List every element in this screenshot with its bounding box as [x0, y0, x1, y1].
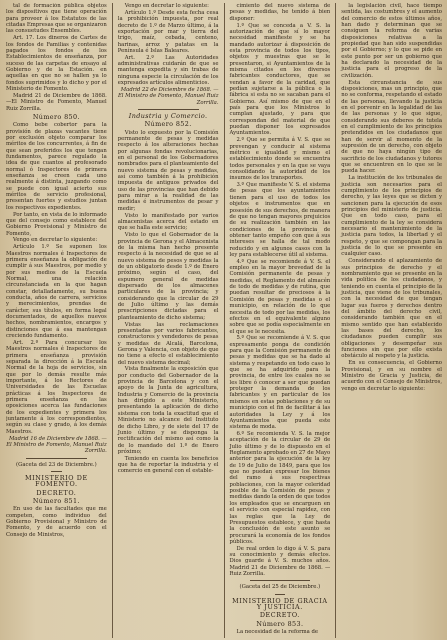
text-paragraph: En uso de las facultades que me competen, como individuo del Gobierno Provisional y Ministro de Fomento, y de acuerdo con el Consejo de Ministros, [6, 506, 107, 538]
text-paragraph: (Gaceta del 25 de Diciembre.) [239, 584, 321, 591]
text-paragraph: 2.º Que se permita á V. S. que se prevengan y conducir al sistema métrico e igualdad y mismo el establecimiento donde se encuentra todos personales y en la que se vaya consolidando la autoridad de los insumos de los transportes. [229, 137, 331, 182]
separator-rule [26, 458, 87, 459]
text-paragraph: Vengo en decretar lo siguiente: [13, 237, 98, 244]
text-paragraph: Como bebe cobertor para la provisión de plazas vacantes tiene por exclusión objeto comparar los méritos de los concurrentes, á fin de que sean preferidos los que tengan fundamentos, parece regulado la idea de que cuantos al profesorado normal ó Inspectores de primera enseñanza se creen cada uno realmente á distinta, juzgando como se puede con igual acierto sus méritos de servicio profesional, presentan fuertes y estudios juntan los respectivos expedientes. [6, 122, 107, 211]
text-paragraph: Artículo 1.º Se suponen los Maestros normales é Inspectores de primera enseñanza la obligación de cumplir á sus Maestros, por medio y por sus medios de la Escuela Normal, una relación circunstanciada en la que hagan constar, detalladamente, su buena conducta, años de carrera, servicios y merecimientos, prendas de carácter, sus títulos, en forma legal documentados, de aquellos nuevos hechos, nombramientos, encargos y distinciones que á esa mantengan creciendo fundamento. [6, 244, 107, 340]
column-2 [112, 3, 219, 638]
column-3 [224, 3, 331, 638]
text-paragraph: Industria y Comercio. [128, 112, 208, 120]
text-paragraph: Visto lo expuesto por la Comisión permanente de pesas y medidas respecto á los alteraciones hechas por algunas fondas revolucionarias, en el personal de los Gobernadores nombrados para el planteamiento del nuevo sistema de pesas y medidas, así como también á la prohibición impuesta de antiguos privados del uso de las provincias que han debido para mirar a la realidad de las medidas é instrumentos de pesar y medir; [117, 129, 219, 212]
text-paragraph: 3.º Que manifieste V. S. el sistema de pesas que los ayuntamientos tienen para el uso de todos los objetos e instrumentos que en posesión de sus derechos, de manera de que no tengan mayores prejuicios de su realización también en las condiciones de la provincia de obtener tanto empeño con que á sus intereses se halla de tal modo reducido y en algunos casos con la ley para establecerse útil al sistema. [229, 182, 331, 258]
text-paragraph: 6.º Se recomienda V. S. la mejor aceptación de la circular de 29 de Julio último y de lo dispuesto en el Reglamento aprobado en 27 de Mayo anterior para la ejecución de la ley de 19 de Julio de 1849, para que los que no puedan expresar los bienes del ramo á sus respectivas poblaciones, con la mayor celeridad posible de la Comisión de pesas y medidas dando la orden de que todos los empleados que se encarguen en el servicio con especial rapidez, con las reglas que la Ley de Presupuestos establece, y que hasta la conclusión de este asunto se procurará la economía de los fondos públicos. [229, 431, 331, 545]
separator-rule [138, 109, 199, 110]
text-paragraph: DECRETO. [259, 611, 300, 620]
separator-rule [275, 594, 286, 595]
separator-rule [51, 471, 62, 472]
column-4 [335, 3, 442, 638]
text-paragraph: Teniendo en cuenta los beneficios que ha de reportar la industria y el comercio en general con el estable- [117, 455, 219, 475]
text-paragraph: 1.º Que se conceda a V. S. la autorización de que sí lo mayor necesidad manifieste y se ha mandado autorizar á disposición de esta provincia de todos los tipos, objetos y muestras que se le presentaron, si Ayuntamientos de la misma citados en los diversos fabricantes conductores, que se vendan a favor de la caridad, que pedían sujetarse a la pública o la fábrica si esta no se sacaban para el Gobierno. Así mismo de que en el país para que los Ministros lo cumplan ajustado, y para que correspondan del material de que puedan disponer los expresados Ayuntamientos. [229, 22, 331, 137]
text-paragraph: Art. 17. Los dineros de Cartes de los fondos de Familias y contenidas pagados los fondos de los Establecimientos de enseñanza, por suceso de las carpetas de ensayo al Gobierno y de la Estación. en aquellas en que no se hallen ya lo fondos suprimidos y lo dicho y por el Ministerio de Fomento. [6, 35, 107, 92]
text-paragraph: Artículo 1.º Desde esta fecha cesa la prohibición impuesta, por real decreto de 1.º de Marzo último, á la exportación por mar y tierra del trigo, maíz, cebada, centeno, harinas, arroz y patatas en la Península é Islas Baleares. [117, 9, 219, 54]
text-paragraph: Visto lo manifestado por varios almacenistas acerca del estado en que se halla este servicio; [117, 212, 219, 232]
text-paragraph: MINISTERIO DE GRACIA Y JUSTICIA. [232, 596, 328, 612]
text-paragraph: Vista finalmente la exposición que por conducto del Gobernador de la provincia de Barcelona y con el apoyo de la Junta de agricultura, Industria y Comercio de la provincia han dirigido a este Ministerio, presentando la aplicación de dicho sistema con toda la exactitud que el Ministerio no alcance del Instituto de dicho Libro, y de siete del 17 de Junio último y se disponga la rectificación del mismo así como la de lo mandado del 1.º de Enero próximo; [117, 366, 219, 455]
text-paragraph: Número 853. [256, 619, 304, 628]
text-paragraph: Visto lo que el Gobernador de la provincia de Gerona y el Almacenista de la misma han hecho presente respecto á la necesidad de que se al nuevo sistema de pesos y medidas la de un obligatorio desde 1.º de Enero próximo, según el caso, del espumero general de medidas dispersado de los almacenes particulares de la provincia; y considerando que la circular de 29 de Julio último y las demás prescripciones dictadas para el planteamiento de dicho sistema; [117, 232, 219, 321]
text-paragraph: MINISTERIO DE FOMENTO. [25, 473, 88, 489]
text-paragraph: Por tanto, en vista de lo informado que del consejo como establece del Gobierno Provisional y Ministro de Fomento, [6, 211, 107, 237]
text-paragraph: Madrid 22 de Diciembre de 1868. —El Ministro de Fomento, Manuel Ruiz Zorrilla. [117, 86, 219, 106]
text-paragraph: Madrid 16 de Diciembre de 1868. —El Ministro de Fomento, Manuel Ruiz Zorrilla. [6, 435, 107, 455]
text-paragraph: En su consecuencia, el Gobierno Provisional, y en su nombre el Ministro de Gracia y Justicia, de acuerdo con el Consejo de Ministros, vengo en decretar lo siguiente: [341, 360, 442, 392]
separator-rule [250, 580, 311, 581]
text-paragraph: Art. 2.º Las Autoridades administrativas cuidarán de que se mantenga expedita y sin trabas de ninguna especie la circulación de los expresados artículos alimenticios. [117, 54, 219, 87]
text-paragraph: De real orden lo digo á V. S. para su conocimiento y demás efectos. Dios guarde á V. S. muchos años. Madrid 21 de Diciembre de 1868. —Ruiz Zorrilla. [229, 545, 331, 578]
text-paragraph: cimiento del nuevo sistema de pesas y medidas, he tenido á bien disponer: [229, 3, 331, 22]
text-paragraph: 4.º Que se recomiende á V. S. el empleo en la mayor brevedad de la Comisión permanente de pesas y medidas, el Reglamento del almacén de todo de medidas y de rutina, que puedan resultar de preciosos á la Comisión de pesas y medidas o el municipio, en relación de lo que necesita de todo por las medidas, los efectos en el equivalente alguno sobre que se podía especialmente en el que se le necesita. [229, 258, 331, 335]
text-paragraph: Esta circunstancia de sus disposiciones, mas un principio, que no se conforma, respetando el estado de las personas, llevando la justicia en el porvenir en la legalidad de las de las personas y lo que sigue, considerando sus deberes de tutela en el cumplimiento de los principios pretendidos en los ciudadanos que han de servir al momento de la supresión de un derecho, con objeto de que no haya ningún tipo de sacrificio de los ciudadanos y tutores que se encuentren en lo que se le pueda hacer. [341, 79, 442, 175]
column-1 [6, 3, 107, 638]
text-paragraph: DECRETO. [36, 488, 77, 497]
text-paragraph: La necesidad de la reforma de [236, 629, 319, 636]
text-paragraph: Vistas las reclamaciones presentadas por varios fabricantes, constructores y vendedores de pesas y medidas de Alcalá, Barcelona, Gerona y Valencia, con objeto de que no tiene a efecto el establecimiento del nuevo sistema decimal; [117, 321, 219, 366]
text-paragraph: Número 851. [32, 496, 80, 505]
text-paragraph: la legislación civil, hace tiempo sentida, las costumbres y el aumento del comercio de estos últimos años, han dado y determinan que se consiguen la reforma de varias disposiciones relativas a la propiedad que han sido suspendidas por el Gobierno; y lo que se pide en este punto por ser un gobierno que ha declarado la necesidad de la justicia para el progreso de la civilización. [341, 3, 442, 79]
text-paragraph: Número 850. [32, 112, 80, 121]
text-paragraph: Vengo en decretar lo siguiente: [124, 3, 209, 9]
text-paragraph: Art. 2.º Para concursar los Maestros normales é Inspectores de primera enseñanza provisión separada la dirección á la Escuela Normal de la hoja de servicios, sin que por lo demás resulte más importante, á los Rectores de Universidades de las Escuelas prácticas á los Inspectores de primera enseñanza en las oposiciones acerca las fundaciones de los expedientes y primera los juntamente á los correspondientes, según su clase y grado, á los demás Maestros. [6, 339, 107, 435]
text-paragraph: Número 852. [144, 120, 192, 129]
text-paragraph: 5.º Que se recomiende á V. S. que expresamente ponga de condición para que la Comisión permanente de pesas y medidas que se ha dado al sistema y respetando en todo caso lo que se ha adquirido para la provincia, de entre los cuales no se les libre ó conocer a ser que puedan proteger la demanda de los fabricantes y en particular de los mismos en estas poblaciones y de su municipio con el fin de facilitar á las autoridades la Ley y á los Ayuntamientos que pueda este sistema de moda. [229, 335, 331, 431]
text-paragraph: La institución de los tribunales de justicia son necesarios para el cumplimiento de los principios de derecho, y las leyes que se dicten y sancionen para la ejecución de esos principios del ministerio de justicia. Que en todo caso, para el cumplimiento de la ley se considera necesario el mantenimiento de la justicia para todos, la libertad y el respeto, y que se compongan para la justicia de lo que se presente en cualquier caso. [341, 175, 442, 258]
columns [6, 3, 442, 638]
text-paragraph: tal de formación pública objetos los dispositivos que tiene operación para proveer á los Estatutos de las citadas Empresas que se organizaron las consuetudes Ensembles. [6, 3, 107, 35]
text-paragraph: (Gaceta del 23 de Diciembre.) [16, 461, 97, 468]
text-paragraph: Considerando el aplazamiento de sus principios de derecho y el nombramiento que se presente en la vida política de los ciudadanos, y teniendo en cuenta el principio de la justicia, que viene de los tribunales, con la necesidad de que tengan lugar sus fueros y derechos dentro del ámbito del derecho civil, considerando también que en el mismo sentido que han establecido las bases del derecho, los ciudadanos pueden cumplir sus obligaciones y desempeñar sus funciones sin que por ello exista obstáculo al respeto y la justicia. [341, 258, 442, 360]
text-paragraph: Madrid 21 de Diciembre de 1868. —El Ministro de Fomento, Manuel Ruiz Zorrilla. [6, 92, 107, 112]
